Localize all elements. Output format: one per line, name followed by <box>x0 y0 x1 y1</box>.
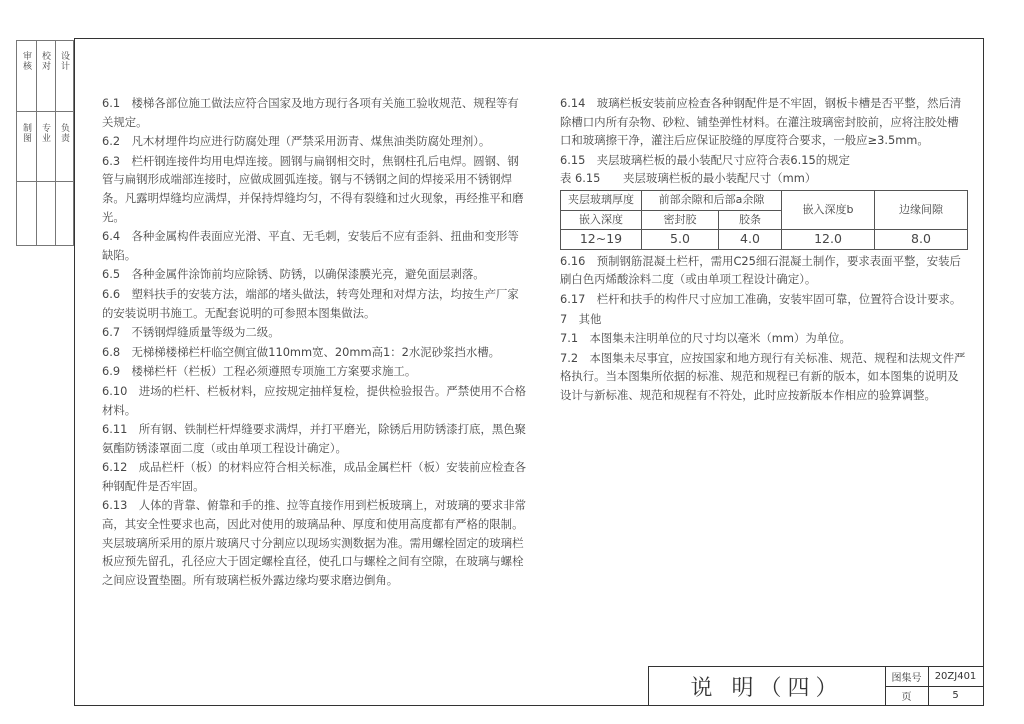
note-6-17: 6.17 栏杆和扶手的构件尺寸应加工准确，安装牢固可靠，位置符合设计要求。 <box>560 291 962 306</box>
assembly-size-table <box>560 190 968 250</box>
notes-right-column <box>560 94 968 405</box>
note-6-11: 6.11 所有钢、铁制栏杆焊缝要求满焊，并打平磨光，除锈后用防锈漆打底，黑色聚氨酯防锈漆罩面二度（或由单项工程设计确定）。 <box>102 422 527 455</box>
atlas-number: 20ZJ401 <box>934 671 977 682</box>
stamp-label-review: 审核 <box>21 51 31 71</box>
stamp-label-design: 设计 <box>59 51 69 71</box>
td-strip: 4.0 <box>719 230 782 250</box>
note-6-8: 6.8 无梯梯楼梯栏杆临空侧宜做110mm宽、20mm高1：2水泥砂浆挡水槽。 <box>102 344 500 359</box>
th-strip: 胶条 <box>719 210 782 230</box>
table-caption: 表 6.15 夹层玻璃栏板的最小装配尺寸（mm） <box>560 171 817 186</box>
note-6-6: 6.6 塑料扶手的安装方法，端部的堵头做法，转弯处理和对焊方法，均按生产厂家的安装说明书施工。无配套说明的可参照本图集做法。 <box>102 286 519 320</box>
atlas-label: 图集号 <box>891 673 922 684</box>
note-6-13: 6.13 人体的背靠、俯靠和手的推、拉等直接作用到栏板玻璃上，对玻璃的要求非常高，其安全性要求也高，因此对使用的玻璃品种、厚度和使用高度都有严格的限制。夹层玻璃所采用的原片玻璃尺寸分割应以现场实测数据为准。需用螺栓固定的玻璃栏板应预先留孔，孔径应大于固定螺栓直径，使孔口与螺栓之间有空隙，在玻璃与螺栓之间应设置垫圈。所有玻璃栏板外露边缘均要求磨边倒角。 <box>102 498 527 587</box>
th-sealant: 密封胶 <box>642 210 719 230</box>
td-edge: 8.0 <box>875 230 968 250</box>
td-thickness: 12~19 <box>561 230 642 250</box>
stamp-label-lead: 负责 <box>59 123 69 143</box>
stamp-label-proof: 校对 <box>40 51 50 71</box>
td-sealant: 5.0 <box>642 230 719 250</box>
note-6-5: 6.5 各种金属件涂饰前均应除锈、防锈，以确保漆膜光亮，避免面层剥落。 <box>102 267 485 282</box>
th-gap: 前部余隙和后部a余隙 <box>642 190 782 210</box>
note-6-2: 6.2 凡木材埋件均应进行防腐处理（严禁采用沥青、煤焦油类防腐处理剂）。 <box>102 134 491 149</box>
note-6-16: 6.16 预制钢筋混凝土栏杆，需用C25细石混凝土制作，要求表面平整，安装后刷白色丙烯酸涂料二度（或由单项工程设计确定）。 <box>560 253 961 287</box>
notes-left-column <box>102 94 530 589</box>
note-6-3: 6.3 栏杆钢连接件均用电焊连接。圆钢与扁钢相交时，焦钢柱孔后电焊。圆钢、钢管与扁钢形成端部连接时，应做成圆弧连接。钢与不锈钢之间的焊接采用不锈钢焊条。凡露明焊缝均应满焊，并保持焊缝均匀，不得有裂缝和过火现象，再经推平和磨光。 <box>102 153 524 224</box>
stamp-label-major: 专业 <box>40 123 50 143</box>
note-6-4: 6.4 各种金属构件表面应光滑、平直、无毛刺，安装后不应有歪斜、扭曲和变形等缺陷。 <box>102 229 519 262</box>
sheet-title: 说 明（四） <box>649 667 886 705</box>
note-6-7: 6.7 不锈钢焊缝质量等级为二级。 <box>102 325 280 340</box>
note-6-12: 6.12 成品栏杆（板）的材料应符合相关标准，成品金属栏杆（板）安装前应检查各种钢配件是否牢固。 <box>102 460 527 493</box>
margin-stamp-box <box>16 40 74 246</box>
note-7-2: 7.2 本图集未尽事宜，应按国家和地方现行有关标准、规范、规程和法规文件严格执行。当本图集所依据的标准、规范和规程已有新的版本，如本图集的说明及设计与新标准、规范和规程有不符处，此时应按新版本作相应的验算调整。 <box>560 350 966 402</box>
page-label: 页 <box>901 692 912 703</box>
note-6-1: 6.1 楼梯各部位施工做法应符合国家及地方现行各项有关施工验收规范、规程等有关规定。 <box>102 96 519 129</box>
th-embed: 嵌入深度 <box>561 210 642 230</box>
th-thickness: 夹层玻璃厚度 <box>561 190 642 210</box>
stamp-label-draw: 制图 <box>21 123 31 143</box>
note-6-14: 6.14 玻璃栏板安装前应检查各种钢配件是不牢固，钢板卡槽是否平整，然后清除槽口内所有杂物、砂粒、铺垫弹性材料。在灌注玻璃密封胶前，应将注胶处槽口和玻璃擦干净，灌注后应保证胶缝的厚度符合要求，一般应≥3.5mm。 <box>560 96 962 148</box>
th-depth: 嵌入深度b <box>782 190 875 229</box>
note-7-1: 7.1 本图集未注明单位的尺寸均以毫米（mm）为单位。 <box>560 331 851 346</box>
td-depth: 12.0 <box>782 230 875 250</box>
title-block <box>648 666 984 706</box>
note-6-10: 6.10 进场的栏杆、栏板材料，应按规定抽样复检，提供检验报告。严禁使用不合格材料。 <box>102 383 527 417</box>
section-7-heading: 7 其他 <box>560 311 602 326</box>
note-6-9: 6.9 楼梯栏杆（栏板）工程必须遵照专项施工方案要求施工。 <box>102 364 417 379</box>
page-number: 5 <box>952 690 959 701</box>
note-6-15: 6.15 夹层玻璃栏板的最小装配尺寸应符合表6.15的规定 <box>560 152 850 167</box>
th-edge: 边缘间隙 <box>875 190 968 229</box>
